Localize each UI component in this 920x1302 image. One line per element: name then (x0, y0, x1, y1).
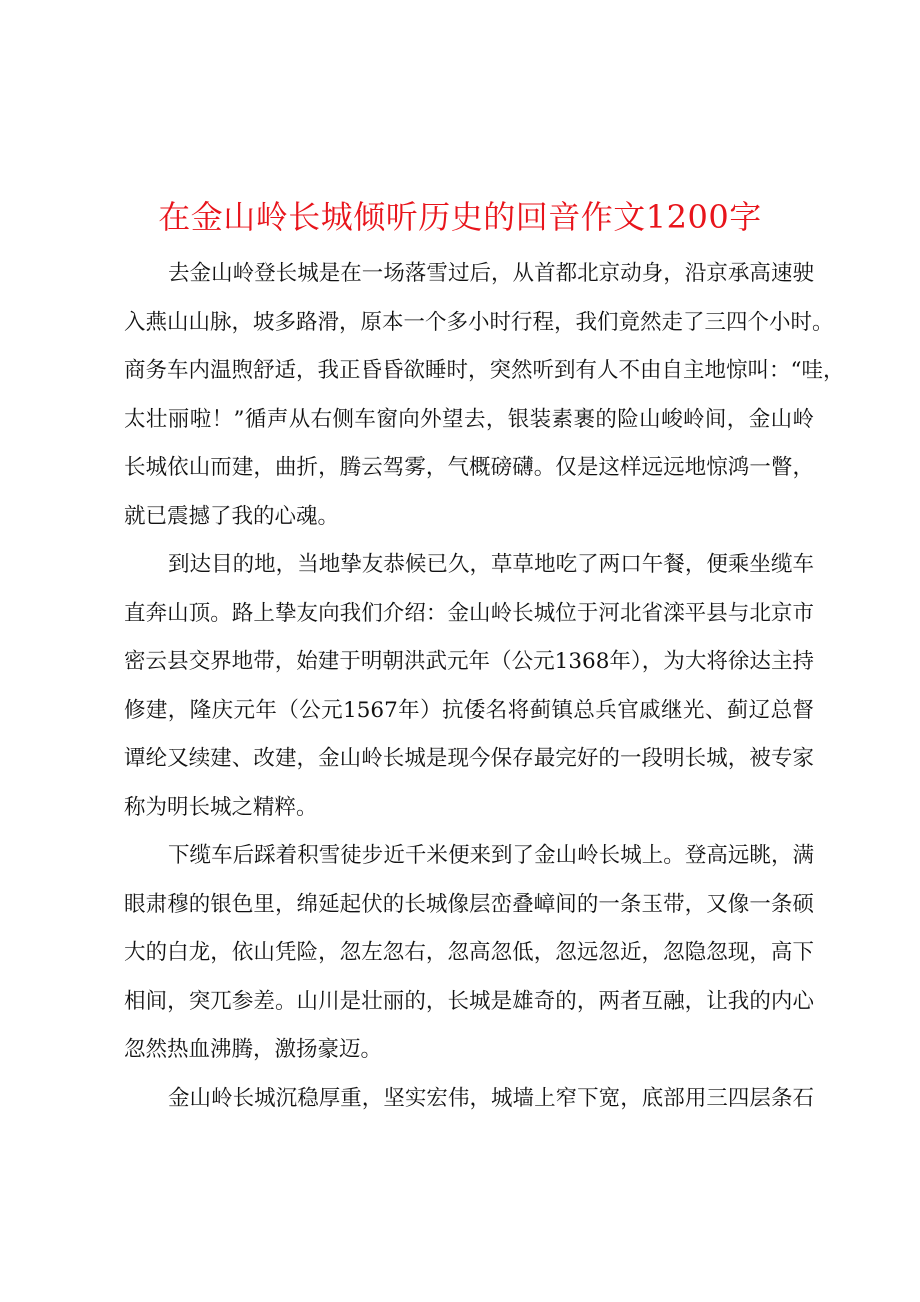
paragraph-2-line: 谭纶又续建、改建，金山岭长城是现今保存最完好的一段明长城，被专家 (124, 746, 814, 771)
paragraph-1-line: 长城依山而建，曲折，腾云驾雾，气概磅礴。仅是这样远远地惊鸿一瞥， (124, 455, 814, 480)
paragraph-3-line: 忽然热血沸腾，激扬豪迈。 (124, 1037, 383, 1062)
paragraph-3-line: 大的白龙，依山凭险，忽左忽右，忽高忽低，忽远忽近，忽隐忽现，高下 (124, 940, 814, 965)
paragraph-2-line: 直奔山顶。路上挚友向我们介绍：金山岭长城位于河北省滦平县与北京市 (124, 600, 814, 626)
paragraph-2-line: 密云县交界地带，始建于明朝洪武元年（公元1368年），为大将徐达主持 (124, 649, 814, 674)
paragraph-2-line: 修建，隆庆元年（公元1567年）抗倭名将蓟镇总兵官戚继光、蓟辽总督 (124, 697, 814, 723)
document-title: 在金山岭长城倾听历史的回音作文1200字 (158, 198, 762, 236)
paragraph-3-line: 下缆车后踩着积雪徒步近千米便来到了金山岭长城上。登高远眺，满 (168, 843, 814, 868)
paragraph-4-line: 金山岭长城沉稳厚重，坚实宏伟，城墙上窄下宽，底部用三四层条石 (168, 1085, 814, 1111)
paragraph-3-line: 眼肃穆的银色里，绵延起伏的长城像层峦叠嶂间的一条玉带，又像一条硕 (124, 891, 814, 917)
paragraph-3-line: 相间，突兀参差。山川是壮丽的，长城是雄奇的，两者互融，让我的内心 (124, 988, 814, 1014)
paragraph-1-line: 就已震撼了我的心魂。 (124, 503, 340, 529)
paragraph-1-line: 去金山岭登长城是在一场落雪过后，从首都北京动身，沿京承高速驶 (168, 261, 814, 286)
paragraph-2-line: 称为明长城之精粹。 (124, 794, 318, 820)
paragraph-2-line: 到达目的地，当地挚友恭候已久，草草地吃了两口午餐，便乘坐缆车 (168, 552, 814, 577)
paragraph-1-line: 入燕山山脉，坡多路滑，原本一个多小时行程，我们竟然走了三四个小时。 (124, 309, 834, 335)
document-body (124, 250, 845, 1123)
paragraph-1-line: 商务车内温煦舒适，我正昏昏欲睡时，突然听到有人不由自主地惊叫：“哇， (124, 358, 845, 383)
paragraph-1-line: 太壮丽啦！”循声从右侧车窗向外望去，银装素裹的险山峻岭间，金山岭 (124, 406, 814, 432)
